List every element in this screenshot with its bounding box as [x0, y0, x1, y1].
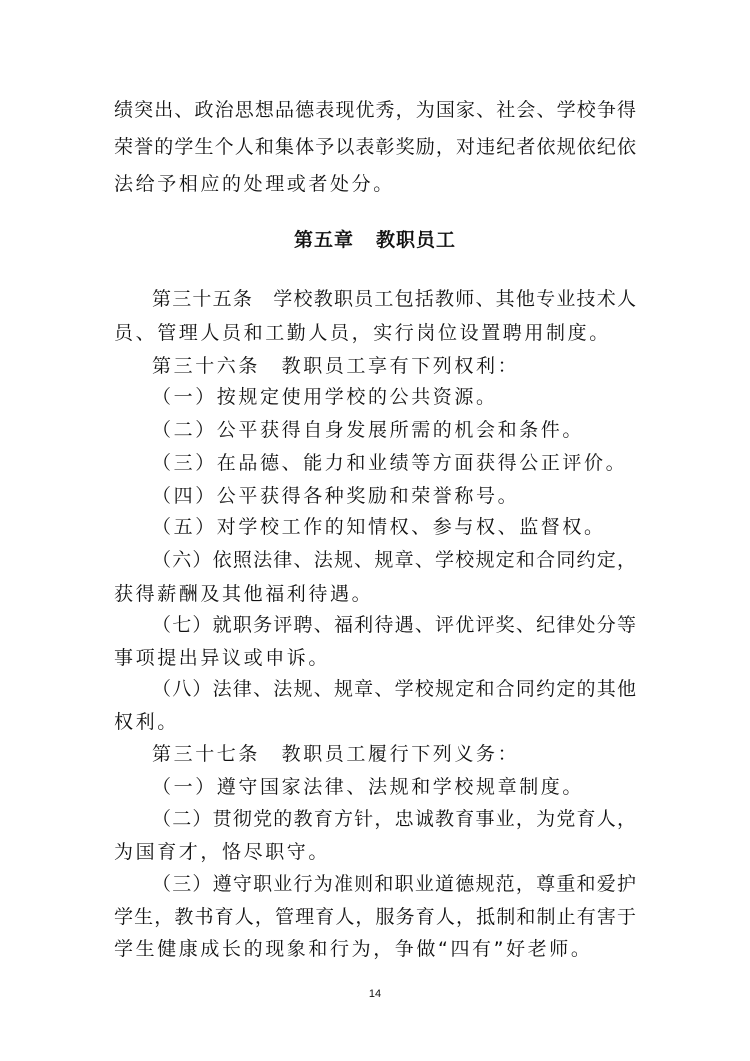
article-37-heading: 第三十七条 教职员工履行下列义务： — [152, 743, 520, 765]
article-36-item-7-line-1: （七）就职务评聘、福利待遇、评优评奖、纪律处分等 — [152, 614, 636, 636]
article-36-item-5: （五）对学校工作的知情权、参与权、监督权。 — [152, 516, 606, 538]
article-36-item-8-line-1: （八）法律、法规、规章、学校规定和合同约定的其他 — [152, 678, 636, 700]
article-37-item-3-line-2: 学生，教书育人，管理育人，服务育人，抵制和制止有害于 — [114, 906, 636, 928]
intro-line-3: 法给予相应的处理或者处分。 — [114, 173, 395, 195]
intro-line-2: 荣誉的学生个人和集体予以表彰奖励，对违纪者依规依纪依 — [114, 136, 636, 158]
article-36-item-3: （三）在品德、能力和业绩等方面获得公正评价。 — [152, 452, 628, 474]
intro-line-1: 绩突出、政治思想品德表现优秀，为国家、社会、学校争得 — [114, 99, 636, 121]
article-37-item-2-line-1: （二）贯彻党的教育方针，忠诚教育事业，为党育人， — [152, 808, 636, 830]
chapter-number: 第五章 — [293, 229, 354, 251]
article-35-line-1: 第三十五条 学校教职员工包括教师、其他专业技术人 — [152, 288, 636, 310]
article-36-item-1: （一）按规定使用学校的公共资源。 — [152, 386, 498, 408]
article-36-item-2: （二）公平获得自身发展所需的机会和条件。 — [152, 419, 585, 441]
article-37-item-3-line-1: （三）遵守职业行为准则和职业道德规范，尊重和爱护 — [152, 873, 636, 895]
article-36-item-8-line-2: 权利。 — [114, 711, 179, 733]
article-36-heading: 第三十六条 教职员工享有下列权利： — [152, 355, 520, 377]
article-36-item-4: （四）公平获得各种奖励和荣誉称号。 — [152, 485, 520, 507]
article-35-line-2: 员、管理人员和工勤人员，实行岗位设置聘用制度。 — [114, 322, 611, 344]
article-36-item-7-line-2: 事项提出异议或申诉。 — [114, 647, 331, 669]
article-36-item-6-line-2: 获得薪酬及其他福利待遇。 — [114, 583, 374, 605]
article-37-item-2-line-2: 为国育才，恪尽职守。 — [114, 841, 331, 863]
article-37-item-1: （一）遵守国家法律、法规和学校规章制度。 — [152, 776, 585, 798]
article-36-item-6-line-1: （六）依照法律、法规、规章、学校规定和合同约定， — [152, 549, 636, 571]
chapter-title: 教职员工 — [376, 229, 457, 251]
page-number: 14 — [368, 988, 382, 1000]
article-37-item-3-line-3: 学生健康成长的现象和行为，争做“四有”好老师。 — [114, 938, 593, 960]
chapter-heading — [0, 228, 750, 252]
